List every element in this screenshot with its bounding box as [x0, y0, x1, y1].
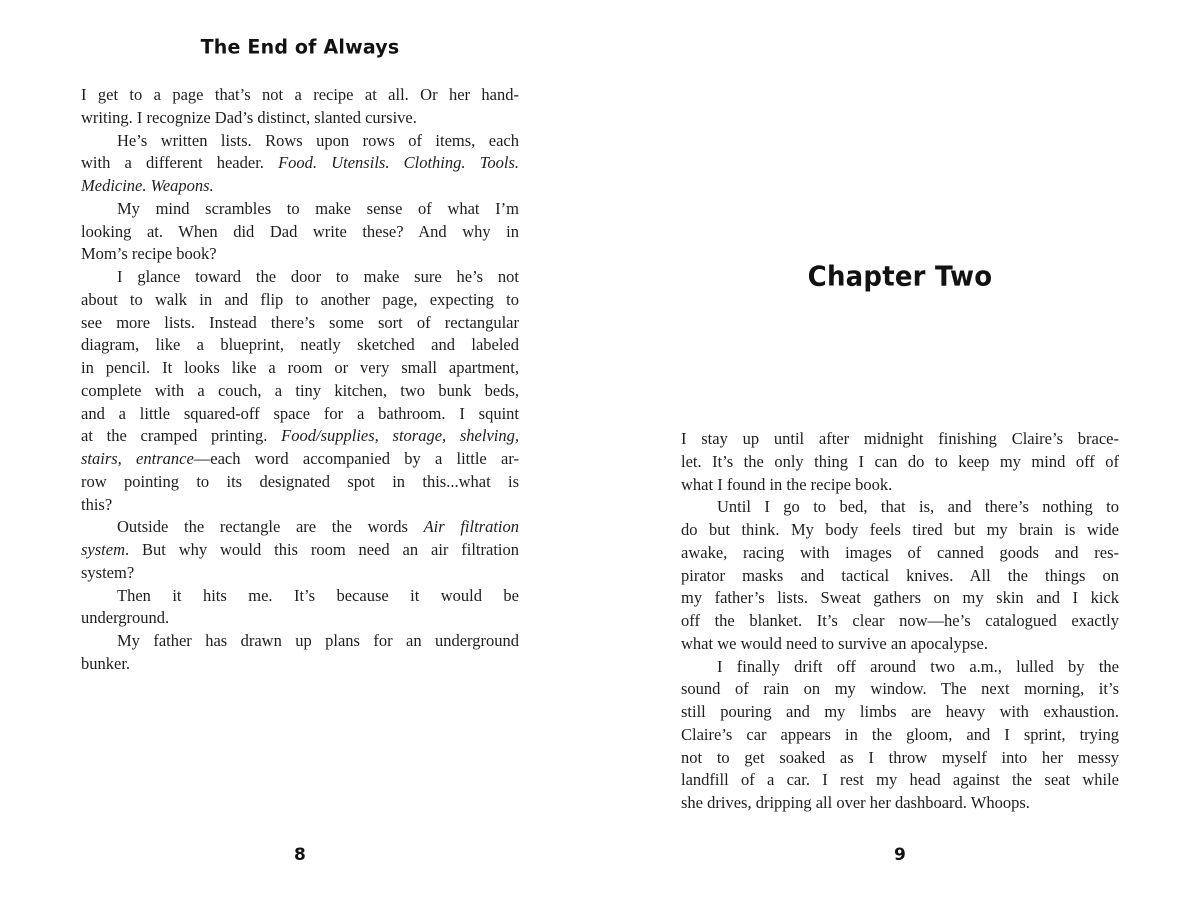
- paragraph: [81, 585, 519, 631]
- text-run: bunker.: [81, 653, 131, 673]
- text-line: [81, 130, 519, 153]
- text-line: [81, 289, 519, 312]
- paragraph: [81, 516, 519, 584]
- text-run: what I found in the recipe book.: [681, 474, 893, 494]
- text-run: let. It’s the only thing I can do to keep my mind off of: [681, 451, 1119, 471]
- page-right: [600, 0, 1200, 900]
- chapter-title: Chapter Two: [807, 261, 993, 293]
- text-run: Outside the rectangle are the words: [117, 517, 424, 537]
- text-line: [681, 519, 1119, 542]
- text-run: I finally drift off around two a.m., lulled by the: [717, 656, 1119, 676]
- text-line: [681, 496, 1119, 519]
- paragraph: [681, 428, 1119, 496]
- text-run: do but think. My body feels tired but my brain is wide: [681, 520, 1119, 539]
- text-line: [681, 747, 1119, 770]
- text-line: [681, 610, 1119, 633]
- text-line: [681, 701, 1119, 724]
- text-run: what we would need to survive an apocalypse.: [681, 633, 988, 653]
- text-line: [81, 607, 519, 630]
- text-run: He’s written lists. Rows upon rows of items, each: [117, 130, 519, 150]
- text-run: about to walk in and flip to another page, expecting to: [81, 289, 519, 309]
- text-run: she drives, dripping all over her dashboard. Whoops.: [681, 793, 1030, 812]
- text-run: not to get soaked as I throw myself into her messy: [681, 747, 1119, 767]
- text-run: My father has drawn up plans for an underground: [117, 631, 519, 650]
- page-number-left: 8: [293, 845, 307, 865]
- text-run: landfill of a car. I rest my head against the seat while: [681, 770, 1119, 790]
- text-line: [81, 630, 519, 653]
- text-run: this?: [81, 494, 113, 514]
- text-line: [81, 221, 519, 244]
- text-run: and a little squared-off space for a bathroom. I squint: [81, 403, 519, 423]
- text-run: Food. Utensils. Clothing. Tools.: [278, 153, 519, 173]
- paragraph: [81, 84, 519, 130]
- text-run: Until I go to bed, that is, and there’s nothing to: [717, 497, 1119, 517]
- paragraph: [81, 266, 519, 516]
- text-line: [681, 769, 1119, 792]
- text-line: [681, 792, 1119, 815]
- text-line: [681, 565, 1119, 588]
- text-run: underground.: [81, 608, 170, 628]
- text-run: still pouring and my limbs are heavy with exhaustion.: [681, 702, 1119, 721]
- text-run: see more lists. Instead there’s some sort of rectangular: [81, 312, 519, 332]
- text-run: system: [81, 540, 125, 559]
- text-line: [81, 107, 519, 130]
- text-run: Air filtration: [423, 517, 519, 537]
- text-line: [81, 448, 519, 471]
- text-run: system?: [81, 562, 135, 582]
- text-run: sound of rain on my window. The next morning, it’s: [681, 679, 1119, 699]
- text-line: [81, 198, 519, 221]
- page-body-right: [681, 428, 1119, 815]
- text-line: [681, 587, 1119, 610]
- text-line: [81, 471, 519, 494]
- paragraph: [681, 496, 1119, 655]
- paragraph: [81, 630, 519, 676]
- paragraph: [681, 656, 1119, 815]
- text-line: [81, 585, 519, 608]
- text-run: row pointing to its designated spot in this...what is: [81, 471, 519, 491]
- text-line: [681, 451, 1119, 474]
- text-run: at the cramped printing.: [81, 426, 282, 446]
- text-run: My mind scrambles to make sense of what I’m: [117, 198, 519, 218]
- text-line: [681, 678, 1119, 701]
- text-run: . But why would this room need an air filtration: [125, 540, 519, 559]
- text-line: [681, 724, 1119, 747]
- text-run: I glance toward the door to make sure he’s not: [117, 267, 519, 286]
- text-line: [81, 380, 519, 403]
- text-run: Mom’s recipe book?: [81, 244, 217, 264]
- paragraph: [81, 198, 519, 266]
- text-run: writing. I recognize Dad’s distinct, slanted cursive.: [81, 107, 417, 127]
- text-run: Medicine. Weapons.: [81, 176, 214, 195]
- text-run: in pencil. It looks like a room or very small apartment,: [81, 358, 519, 377]
- text-line: [81, 539, 519, 562]
- text-line: [81, 403, 519, 426]
- text-line: [81, 152, 519, 175]
- text-line: [81, 425, 519, 448]
- text-line: [81, 516, 519, 539]
- running-header: The End of Always: [200, 35, 400, 59]
- text-line: [681, 474, 1119, 497]
- text-line: [81, 653, 519, 676]
- text-run: off the blanket. It’s clear now—he’s catalogued exactly: [681, 611, 1119, 630]
- text-run: I stay up until after midnight finishing Claire’s brace-: [681, 429, 1119, 448]
- text-line: [81, 243, 519, 266]
- text-run: Food/supplies, storage, shelving,: [281, 426, 519, 446]
- text-line: [81, 266, 519, 289]
- text-line: [81, 494, 519, 517]
- text-run: my father’s lists. Sweat gathers on my skin and I kick: [681, 588, 1119, 608]
- text-run: I get to a page that’s not a recipe at all. Or her hand-: [81, 85, 519, 104]
- text-run: Then it hits me. It’s because it would be: [117, 585, 519, 605]
- text-line: [81, 334, 519, 357]
- text-line: [81, 175, 519, 198]
- text-run: complete with a couch, a tiny kitchen, two bunk beds,: [81, 380, 519, 400]
- text-run: looking at. When did Dad write these? And why in: [81, 221, 519, 241]
- text-run: pirator masks and tactical knives. All the things on: [681, 565, 1119, 585]
- text-line: [81, 312, 519, 335]
- page-body-left: [81, 84, 519, 676]
- text-run: Claire’s car appears in the gloom, and I sprint, trying: [681, 724, 1119, 744]
- text-run: stairs, entrance: [81, 449, 194, 468]
- text-line: [81, 562, 519, 585]
- text-line: [681, 428, 1119, 451]
- text-run: awake, racing with images of canned goods and res-: [681, 542, 1119, 562]
- paragraph: [81, 130, 519, 198]
- text-line: [681, 656, 1119, 679]
- text-run: with a different header.: [81, 153, 279, 173]
- text-line: [81, 84, 519, 107]
- text-run: diagram, like a blueprint, neatly sketched and labeled: [81, 335, 519, 355]
- text-line: [81, 357, 519, 380]
- page-number-right: 9: [893, 845, 907, 865]
- text-run: —each word accompanied by a little ar-: [193, 449, 519, 468]
- text-line: [681, 633, 1119, 656]
- text-line: [681, 542, 1119, 565]
